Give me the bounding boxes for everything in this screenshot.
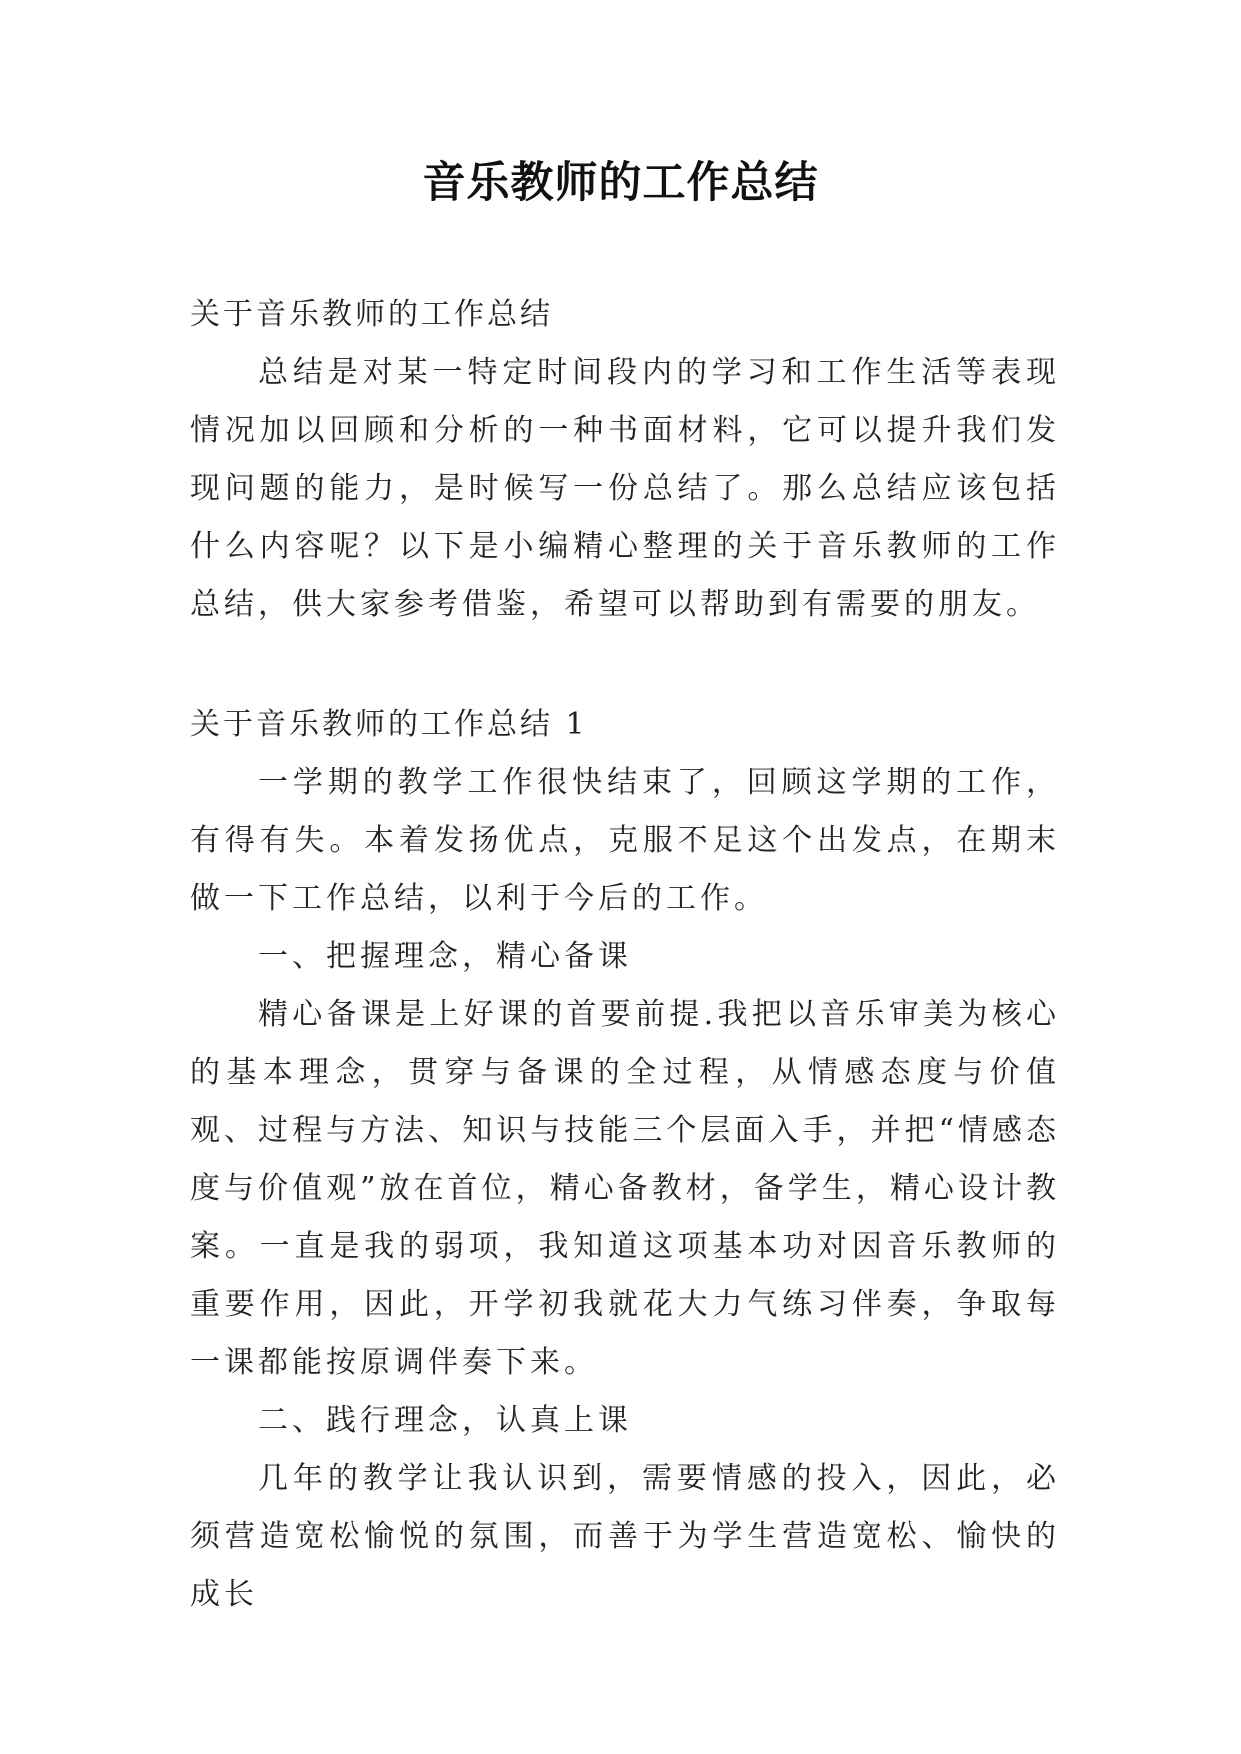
intro-heading: 关于音乐教师的工作总结 — [190, 297, 553, 332]
section-1-heading: 关于音乐教师的工作总结 1 — [190, 707, 588, 742]
intro-paragraph: 总结是对某一特定时间段内的学习和工作生活等表现情况加以回顾和分析的一种书面材料，它可以提升我们发现问题的能力，是时候写一份总结了。那么总结应该包括什么内容呢？以下是小编精心整理的关于音乐教师的工作总结，供大家参考借鉴，希望可以帮助到有需要的朋友。 — [190, 355, 1060, 622]
document-title: 音乐教师的工作总结 — [422, 158, 819, 208]
subsection-1-heading: 一、把握理念，精心备课 — [258, 939, 632, 974]
section-1 — [190, 696, 1060, 1624]
section-1-paragraph: 一学期的教学工作很快结束了，回顾这学期的工作，有得有失。本着发扬优点，克服不足这个出发点，在期末做一下工作总结，以利于今后的工作。 — [190, 765, 1060, 916]
intro-section — [190, 286, 1060, 634]
subsection-2-paragraph: 几年的教学让我认识到，需要情感的投入，因此，必须营造宽松愉悦的氛围，而善于为学生营造宽松、愉快的成长 — [190, 1461, 1060, 1612]
subsection-2-heading: 二、践行理念，认真上课 — [258, 1403, 632, 1438]
subsection-1-paragraph: 精心备课是上好课的首要前提.我把以音乐审美为核心的基本理念，贯穿与备课的全过程，从情感态度与价值观、过程与方法、知识与技能三个层面入手，并把“情感态度与价值观”放在首位，精心备教材，备学生，精心设计教案。一直是我的弱项，我知道这项基本功对因音乐教师的重要作用，因此，开学初我就花大力气练习伴奏，争取每一课都能按原调伴奏下来。 — [190, 997, 1060, 1380]
